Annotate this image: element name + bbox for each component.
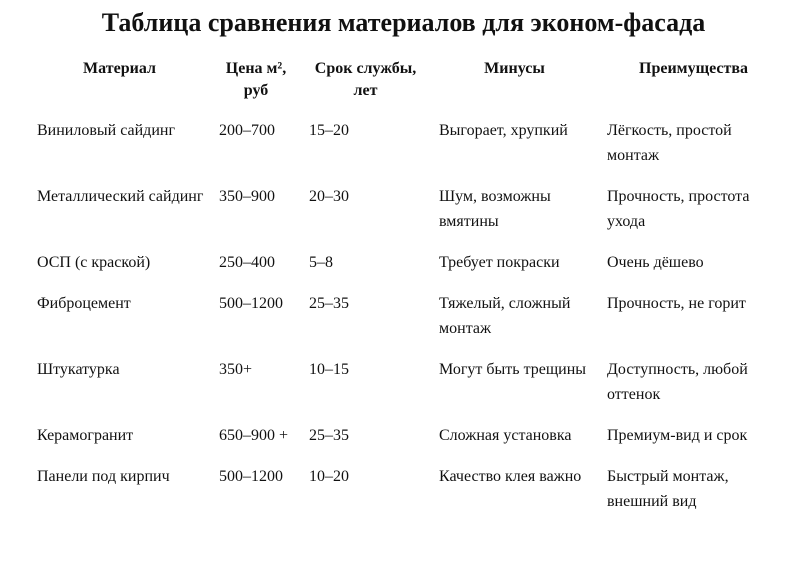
cell-lifespan: 25–35 <box>309 295 349 312</box>
cell-cons: Тяжелый, сложный монтаж <box>439 295 571 337</box>
cell-material: Керамогранит <box>37 427 134 444</box>
cell-material: Металлический сайдинг <box>37 188 204 205</box>
cell-price: 350+ <box>219 361 253 378</box>
cell-material: Панели под кирпич <box>37 468 170 485</box>
table-row <box>28 181 788 247</box>
cell-pros: Очень дёшево <box>607 254 704 271</box>
cell-pros: Быстрый монтаж, внешний вид <box>607 468 729 510</box>
header-cons: Минусы <box>484 60 545 77</box>
cell-pros: Прочность, простота ухода <box>607 188 750 230</box>
cell-cons: Выгорает, хрупкий <box>439 122 568 139</box>
cell-cons: Качество клея важно <box>439 468 582 485</box>
table-row <box>28 461 788 527</box>
cell-lifespan: 10–15 <box>309 361 349 378</box>
cell-lifespan: 10–20 <box>309 468 349 485</box>
header-pros: Преимущества <box>639 60 748 77</box>
cell-lifespan: 25–35 <box>309 427 349 444</box>
table-header-row <box>28 55 788 115</box>
cell-lifespan: 15–20 <box>309 122 349 139</box>
cell-cons: Требует покраски <box>439 254 560 271</box>
cell-material: ОСП (с краской) <box>37 254 151 271</box>
cell-pros: Премиум-вид и срок <box>607 427 748 444</box>
cell-lifespan: 20–30 <box>309 188 349 205</box>
cell-material: Штукатурка <box>37 361 120 378</box>
page-title: Таблица сравнения материалов для эконом-фасада <box>101 8 706 37</box>
cell-pros: Доступность, любой оттенок <box>607 361 748 403</box>
table-row <box>28 354 788 420</box>
cell-price: 200–700 <box>219 122 275 139</box>
cell-price: 250–400 <box>219 254 275 271</box>
table-row <box>28 420 788 461</box>
cell-material: Фиброцемент <box>37 295 131 312</box>
table-row <box>28 288 788 354</box>
header-price: Цена м², руб <box>225 60 287 99</box>
cell-cons: Шум, возможны вмятины <box>439 188 551 230</box>
cell-price: 350–900 <box>219 188 275 205</box>
comparison-table <box>28 55 788 527</box>
cell-pros: Лёгкость, простой монтаж <box>607 122 732 164</box>
cell-cons: Могут быть трещины <box>439 361 587 378</box>
cell-lifespan: 5–8 <box>309 254 333 271</box>
cell-cons: Сложная установка <box>439 427 572 444</box>
cell-price: 500–1200 <box>219 295 283 312</box>
cell-pros: Прочность, не горит <box>607 295 746 312</box>
table-row <box>28 115 788 181</box>
table-row <box>28 247 788 288</box>
header-material: Материал <box>83 60 156 77</box>
cell-price: 650–900 + <box>219 427 289 444</box>
cell-price: 500–1200 <box>219 468 283 485</box>
cell-material: Виниловый сайдинг <box>37 122 175 139</box>
header-lifespan: Срок службы, лет <box>314 60 417 99</box>
